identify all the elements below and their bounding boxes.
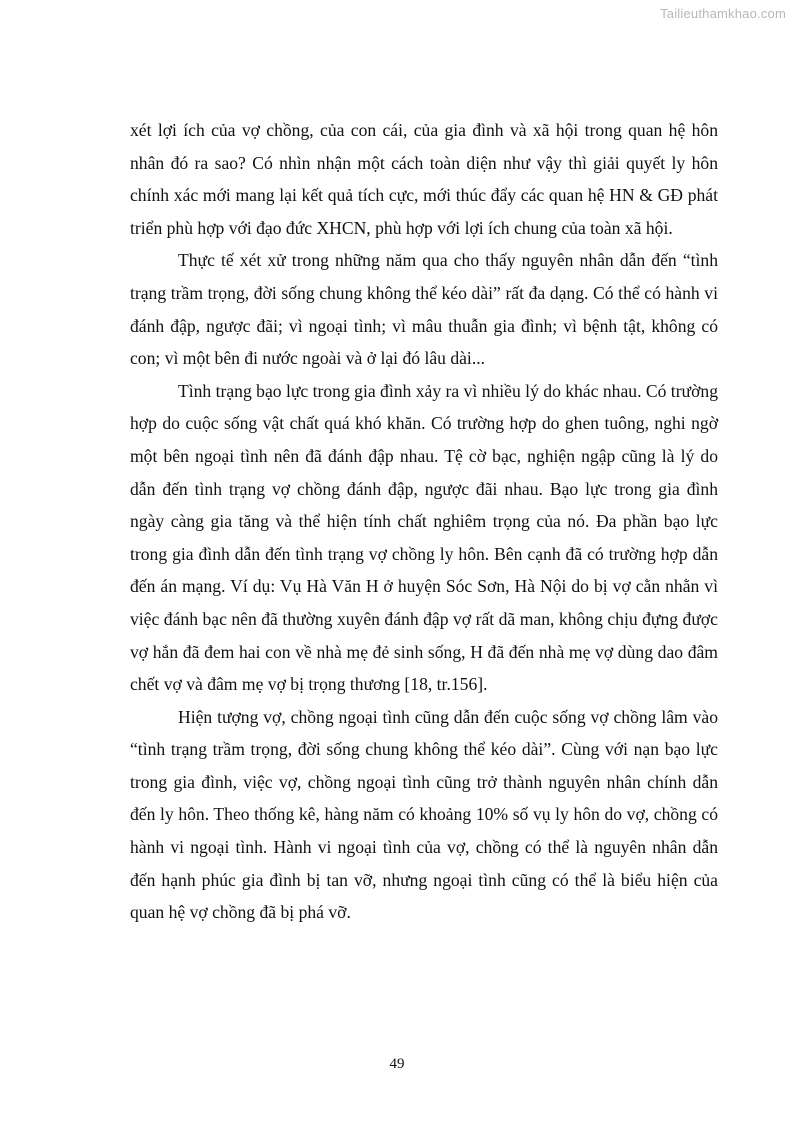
- page-number: 49: [389, 1056, 405, 1072]
- watermark: Tailieuthamkhao.com: [660, 6, 786, 21]
- paragraph-continued: xét lợi ích của vợ chồng, của con cái, của gia đình và xã hội trong quan hệ hôn nhân đó ra sao? Có nhìn nhận một cách toàn diện như vậy thì giải quyết ly hôn chính xác mới mang lại kết quả tích cực, mới thúc đẩy các quan hệ HN & GĐ phát triển phù hợp với đạo đức XHCN, phù hợp với lợi ích chung của toàn xã hội.: [130, 120, 718, 238]
- paragraph-infidelity: Hiện tượng vợ, chồng ngoại tình cũng dẫn đến cuộc sống vợ chồng lâm vào “tình trạng trầm trọng, đời sống chung không thể kéo dài”. Cùng với nạn bạo lực trong gia đình, việc vợ, chồng ngoại tình cũng trở thành nguyên nhân chính dẫn đến ly hôn. Theo thống kê, hàng năm có khoảng 10% số vụ ly hôn do vợ, chồng có hành vi ngoại tình. Hành vi ngoại tình của vợ, chồng có thể là nguyên nhân dẫn đến hạnh phúc gia đình bị tan vỡ, nhưng ngoại tình cũng có thể là biểu hiện của quan hệ vợ chồng đã bị phá vỡ.: [130, 706, 718, 923]
- paragraph-domestic-violence: Tình trạng bạo lực trong gia đình xảy ra vì nhiều lý do khác nhau. Có trường hợp do cuộc sống vật chất quá khó khăn. Có trường hợp do ghen tuông, nghi ngờ một bên ngoại tình nên đã đánh đập nhau. Tệ cờ bạc, nghiện ngập cũng là lý do dẫn đến tình trạng vợ chồng đánh đập, ngược đãi nhau. Bạo lực trong gia đình ngày càng gia tăng và thể hiện tính chất nghiêm trọng của nó. Đa phần bạo lực trong gia đình dẫn đến tình trạng vợ chồng ly hôn. Bên cạnh đã có trường hợp dẫn đến án mạng. Ví dụ: Vụ Hà Văn H ở huyện Sóc Sơn, Hà Nội do bị vợ cằn nhằn vì việc đánh bạc nên đã thường xuyên đánh đập vợ rất dã man, không chịu đựng được vợ hắn đã đem hai con về nhà mẹ đẻ sinh sống, H đã đến nhà mẹ vợ dùng dao đâm chết vợ và đâm mẹ vợ bị trọng thương [18, tr.156].: [130, 380, 718, 695]
- document-body: [130, 114, 718, 929]
- paragraph-trial-practice: Thực tế xét xử trong những năm qua cho thấy nguyên nhân dẫn đến “tình trạng trầm trọng, đời sống chung không thể kéo dài” rất đa dạng. Có thể có hành vi đánh đập, ngược đãi; vì ngoại tình; vì mâu thuẫn gia đình; vì bệnh tật, không có con; vì một bên đi nước ngoài và ở lại đó lâu dài...: [130, 250, 718, 369]
